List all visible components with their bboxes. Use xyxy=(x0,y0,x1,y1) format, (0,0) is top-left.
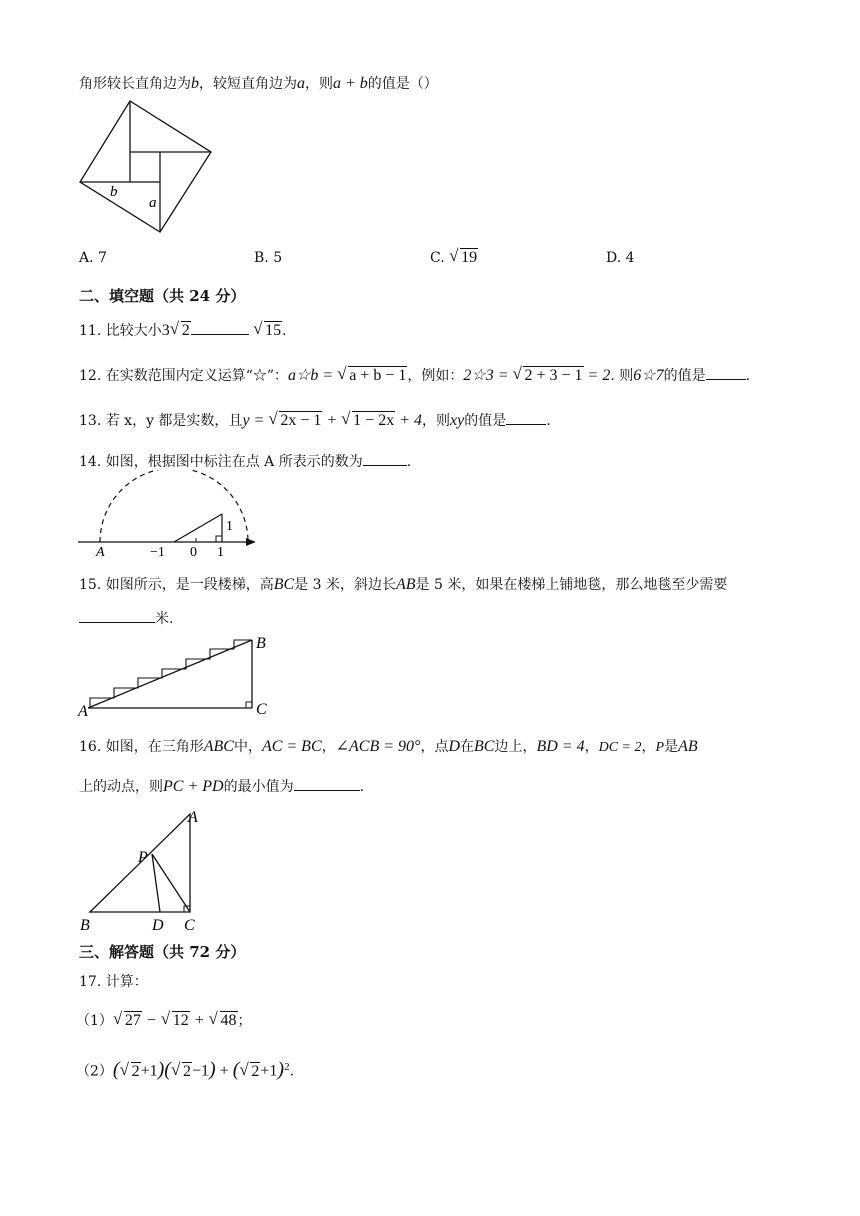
q16-label-p: P xyxy=(138,849,148,866)
q10-text-1: 角形较长直角边为 xyxy=(79,76,191,92)
q10-outer-square xyxy=(80,101,211,232)
q15-staircase-figure xyxy=(76,632,276,718)
q12-answer-blank[interactable] xyxy=(706,365,746,380)
q14: 14. 如图，根据图中标注在点 A 所表示的数为 . xyxy=(79,451,411,472)
q16-label-b: B xyxy=(80,917,90,932)
q10-stem xyxy=(79,74,438,94)
q11: 11. 比较大小3√ 2 √ 15. xyxy=(79,320,287,341)
q15-answer-blank[interactable] xyxy=(79,608,155,623)
q12: 12. 在实数范围内定义运算“☆”：a☆b = √ a + b − 1，例如：2☆3 = √ 2 + 3 − 1 = 2. 则6☆7的值是 . xyxy=(79,365,750,386)
q10-text-2: ，较短直角边为 xyxy=(199,76,297,92)
q10-figure xyxy=(76,96,216,236)
q10-option-c[interactable]: C. √ 19 xyxy=(430,248,478,268)
q17-stem: 17. 计算： xyxy=(79,974,148,990)
q15-label-a: A xyxy=(78,703,88,718)
q16-label-c: C xyxy=(184,917,195,932)
q16-label-a: A xyxy=(188,809,198,826)
q17-part1: （1）√ 27 − √ 12 + √ 48； xyxy=(76,1011,252,1031)
q11-answer-blank[interactable] xyxy=(191,320,249,335)
q13-answer-blank[interactable] xyxy=(506,410,546,425)
q15-line2: 米. xyxy=(79,608,173,629)
q10-fig-label-a: a xyxy=(149,195,157,211)
q14-label-0: 0 xyxy=(190,545,197,560)
q16-line1: 16. 如图，在三角形ABC中，AC = BC，∠ACB = 90°，点D在BC边上，BD = 4，DC = 2，P是AB xyxy=(79,738,698,755)
q16-line2: 上的动点，则PC + PD的最小值为 . xyxy=(79,778,365,795)
q10-text-4: 的值是（） xyxy=(367,76,438,92)
q13: 13. 若 x，y 都是实数，且y = √ 2x − 1 + √ 1 − 2x + 4，则xy的值是 . xyxy=(79,410,551,431)
q14-label-a: A xyxy=(96,545,105,560)
q16-triangle-figure xyxy=(80,806,210,932)
q10-text-3: ，则 xyxy=(305,76,333,92)
section-fill-in-title: 二、填空题（共 24 分） xyxy=(79,287,246,305)
q14-number-line-figure xyxy=(76,470,266,562)
q14-label-1: 1 xyxy=(217,545,224,560)
q10-var-a: a xyxy=(297,75,305,92)
q16-answer-blank[interactable] xyxy=(294,776,360,791)
q10-var-b: b xyxy=(191,75,199,92)
q15-line1: 15. 如图所示，是一段楼梯，高BC是 3 米，斜边长AB是 5 米，如果在楼梯上铺地毯，那么地毯至少需要 xyxy=(79,576,728,593)
q10-option-d[interactable]: D. 4 xyxy=(606,250,635,266)
section-solve-title: 三、解答题（共 72 分） xyxy=(79,943,246,961)
q15-label-c: C xyxy=(256,701,267,718)
q10-option-b[interactable]: B. 5 xyxy=(254,250,283,266)
q14-label-side: 1 xyxy=(226,519,233,534)
q15-label-b: B xyxy=(256,635,266,652)
q16-label-d: D xyxy=(152,917,164,932)
q14-hypotenuse xyxy=(174,514,222,542)
q14-answer-blank[interactable] xyxy=(363,451,407,466)
q14-label-minus1: −1 xyxy=(150,545,165,560)
q10-expr: a + b xyxy=(333,75,368,92)
q10-option-a[interactable]: A. 7 xyxy=(79,250,107,266)
q17-part2: （2）(√ 2+1)(√ 2−1) + (√ 2+1)$^2$. xyxy=(76,1057,294,1082)
q10-fig-label-b: b xyxy=(110,184,118,200)
